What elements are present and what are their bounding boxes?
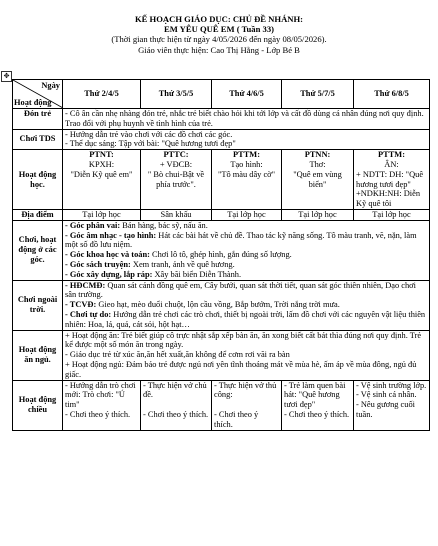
- choi-tds-content: [63, 129, 430, 150]
- chieu-cell: [354, 380, 430, 430]
- chieu-main: - Thực hiện vở chủ đề.: [143, 380, 207, 400]
- table-move-handle-icon[interactable]: ✥: [1, 71, 12, 82]
- hoc-area: PTTM:: [233, 150, 260, 160]
- document-header: [0, 14, 438, 55]
- title-line-1: KẾ HOẠCH GIÁO DỤC: CHỦ ĐỀ NHÁNH:: [134, 14, 304, 24]
- hoc-topic: + NDTT: DH: "Quê hương tươi đẹp": [356, 169, 424, 189]
- table-row: [13, 280, 430, 330]
- choi-tds-line: - Thể dục sáng: Tập với bài: "Quê hương tươi đẹp": [65, 139, 236, 149]
- hoc-subject: KPXH:: [88, 159, 115, 169]
- hoc-topic-extra: +NDKH:NH: Diễn Kỹ quê tôi: [356, 189, 421, 209]
- row-label-dia-diem: Địa điểm: [13, 209, 63, 220]
- hoc-cell: [282, 150, 354, 210]
- chieu-extra: - Chơi theo ý thích.: [284, 409, 350, 419]
- dia-diem-cell: Tại lớp học: [282, 209, 354, 220]
- ngoai-troi-item: - TCVĐ: Gieo hạt, mèo đuổi chuột, lộn cầu vồng, Bắp bướm, Trời nắng trời mưa.: [65, 300, 340, 310]
- chieu-cell: [63, 380, 141, 430]
- row-label-goc: Chơi, hoạt động ở các góc.: [13, 220, 63, 280]
- table-row: [13, 209, 430, 220]
- goc-item: - Góc xây dựng, lắp ráp: Xây bãi biển Diễn Thành.: [65, 269, 242, 279]
- title-line-2: EM YÊU QUÊ EM ( Tuần 33): [164, 24, 274, 35]
- don-tre-content: - Cô ân cần nhẹ nhàng đón trẻ, nhắc trẻ biết chào hỏi khi tới lớp và cất đồ dùng cá nhân đúng nơi quy định. Trao đổi với phụ huynh về tình hình của trẻ.: [63, 109, 430, 130]
- period-line: (Thời gian thực hiện từ ngày 4/05/2026 đến ngày 08/05/2026).: [111, 34, 327, 45]
- day-header: Thứ 6/8/5: [354, 80, 430, 109]
- dia-diem-cell: Sân khấu: [141, 209, 212, 220]
- an-ngu-line: + Hoạt động ăn: Trẻ biết giúp cô trực nhật sắp xếp bàn ăn, ăn xong biết cất bát thìa đúng nơi quy định. Trẻ kể được một số món ăn trong ngày.: [65, 330, 422, 350]
- hoc-cell: [354, 150, 430, 210]
- row-label-chieu: Hoạt động chiều: [13, 380, 63, 430]
- hoc-area: PTNT:: [89, 150, 114, 160]
- chieu-cell: [212, 380, 282, 430]
- hoc-cell: [212, 150, 282, 210]
- day-header: Thứ 4/6/5: [212, 80, 282, 109]
- choi-tds-line: - Hướng dẫn trẻ vào chơi với các đồ chơi các góc.: [65, 129, 233, 139]
- chieu-extra: - Chơi theo ý thích.: [65, 409, 131, 419]
- table-row: [13, 129, 430, 150]
- chieu-main: - Vệ sinh trường lớp.: [356, 380, 427, 390]
- ngoai-troi-item: - Chơi tự do: Hướng dẫn trẻ chơi các trò chơi, thiết bị ngoài trời, lấm đồ chơi với các nguyên vật liệu thiên nhiên: Hoa, lá, quả, cát sỏi, hột hạt…: [65, 309, 426, 329]
- dia-diem-cell: Tại lớp học: [212, 209, 282, 220]
- goc-item: - Góc sách truyện: Xem tranh, ảnh về quê hương.: [65, 259, 235, 269]
- hoc-area: PTNN:: [304, 150, 331, 160]
- table-row: [13, 109, 430, 130]
- hoc-subject: Tạo hình:: [230, 159, 263, 169]
- hoc-subject: Thơ:: [309, 159, 326, 169]
- dia-diem-cell: Tại lớp học: [354, 209, 430, 220]
- chieu-main: - Hướng dẫn trò chơi mới: Trò chơi: "Ú tim": [65, 380, 136, 410]
- ngoai-troi-content: [63, 280, 430, 330]
- table-row: [13, 220, 430, 280]
- hoc-cell: [141, 150, 212, 210]
- table-row: [13, 330, 430, 380]
- chieu-main: - Trẻ làm quen bài hát: "Quê hương tươi đẹp": [284, 380, 346, 410]
- chieu-extra: - Chơi theo ý thích.: [214, 410, 259, 429]
- day-header: Thứ 5/7/5: [282, 80, 354, 109]
- hoc-topic: "Tô màu dây cờ": [217, 169, 276, 179]
- hoc-topic: "Quê em vùng biển": [293, 169, 342, 189]
- table-row: [13, 380, 430, 430]
- chieu-cell: [141, 380, 212, 430]
- row-label-hoc: Hoạt động học.: [13, 150, 63, 210]
- dia-diem-cell: Tại lớp học: [63, 209, 141, 220]
- chieu-main: - Thực hiện vở thủ công:: [214, 380, 277, 400]
- row-label-ngoai-troi: Chơi ngoài trời.: [13, 280, 63, 330]
- chieu-cell: [282, 380, 354, 430]
- goc-item: - Góc âm nhạc - tạo hình: Hát các bài hát về chủ đề. Thao tác kỹ năng sống. Tô màu tranh, vẽ, nặn, làm một số đồ lưu niệm.: [65, 230, 417, 250]
- goc-item: - Góc khoa học và toán: Chơi lô tô, ghép hình, gắn đúng số lượng.: [65, 250, 292, 260]
- goc-item: - Góc phân vai: Bán hàng, bác sỹ, nấu ăn.: [65, 220, 208, 230]
- ngoai-troi-item: - HĐCMĐ: Quan sát cảnh đồng quê em, Cây bưởi, quan sát thời tiết, quan sát góc thiên nhiên, Dạo chơi sân trường.: [65, 280, 416, 300]
- hoc-area: PTTM:: [378, 150, 405, 160]
- hoc-topic: " Bò chui-Bật về phía trước".: [147, 169, 205, 189]
- table-row: [13, 80, 430, 109]
- an-ngu-line: - Giáo dục trẻ từ xúc ăn,ăn hết xuất,ăn không để cơm rơi vãi ra bàn: [65, 350, 290, 360]
- corner-cell: [13, 80, 63, 109]
- goc-content: [63, 220, 430, 280]
- table-row: [13, 150, 430, 210]
- hoc-subject: + VĐCB:: [159, 159, 193, 169]
- hoc-subject: ÂN:: [384, 159, 399, 169]
- row-label-choi-tds: Chơi TDS: [13, 129, 63, 150]
- teacher-line: Giáo viên thực hiện: Cao Thị Hằng - Lớp Bé B: [138, 44, 300, 55]
- chieu-extra: - Nêu gương cuối tuần.: [356, 400, 415, 419]
- plan-table: [12, 79, 430, 431]
- an-ngu-line: + Hoạt động ngủ: Đảm bảo trẻ được ngủ nơi yên tĩnh thoáng mát về mùa hè, ấm áp về mùa đông, ngủ đủ giấc.: [65, 359, 417, 379]
- day-header: Thứ 3/5/5: [141, 80, 212, 109]
- corner-top-label: Ngày: [41, 81, 60, 90]
- row-label-an-ngu: Hoạt động ăn ngủ.: [13, 330, 63, 380]
- corner-bottom-label: Hoạt động: [14, 98, 52, 108]
- chieu-extra: - Vệ sinh cá nhân.: [356, 390, 417, 400]
- an-ngu-content: [63, 330, 430, 380]
- hoc-cell: [63, 150, 141, 210]
- day-header: Thứ 2/4/5: [63, 80, 141, 109]
- hoc-topic: "Diễn Kỹ quê em": [70, 169, 133, 179]
- row-label-don-tre: Đón trẻ: [13, 109, 63, 130]
- chieu-extra: - Chơi theo ý thích.: [143, 410, 209, 420]
- hoc-area: PTTC:: [163, 150, 189, 160]
